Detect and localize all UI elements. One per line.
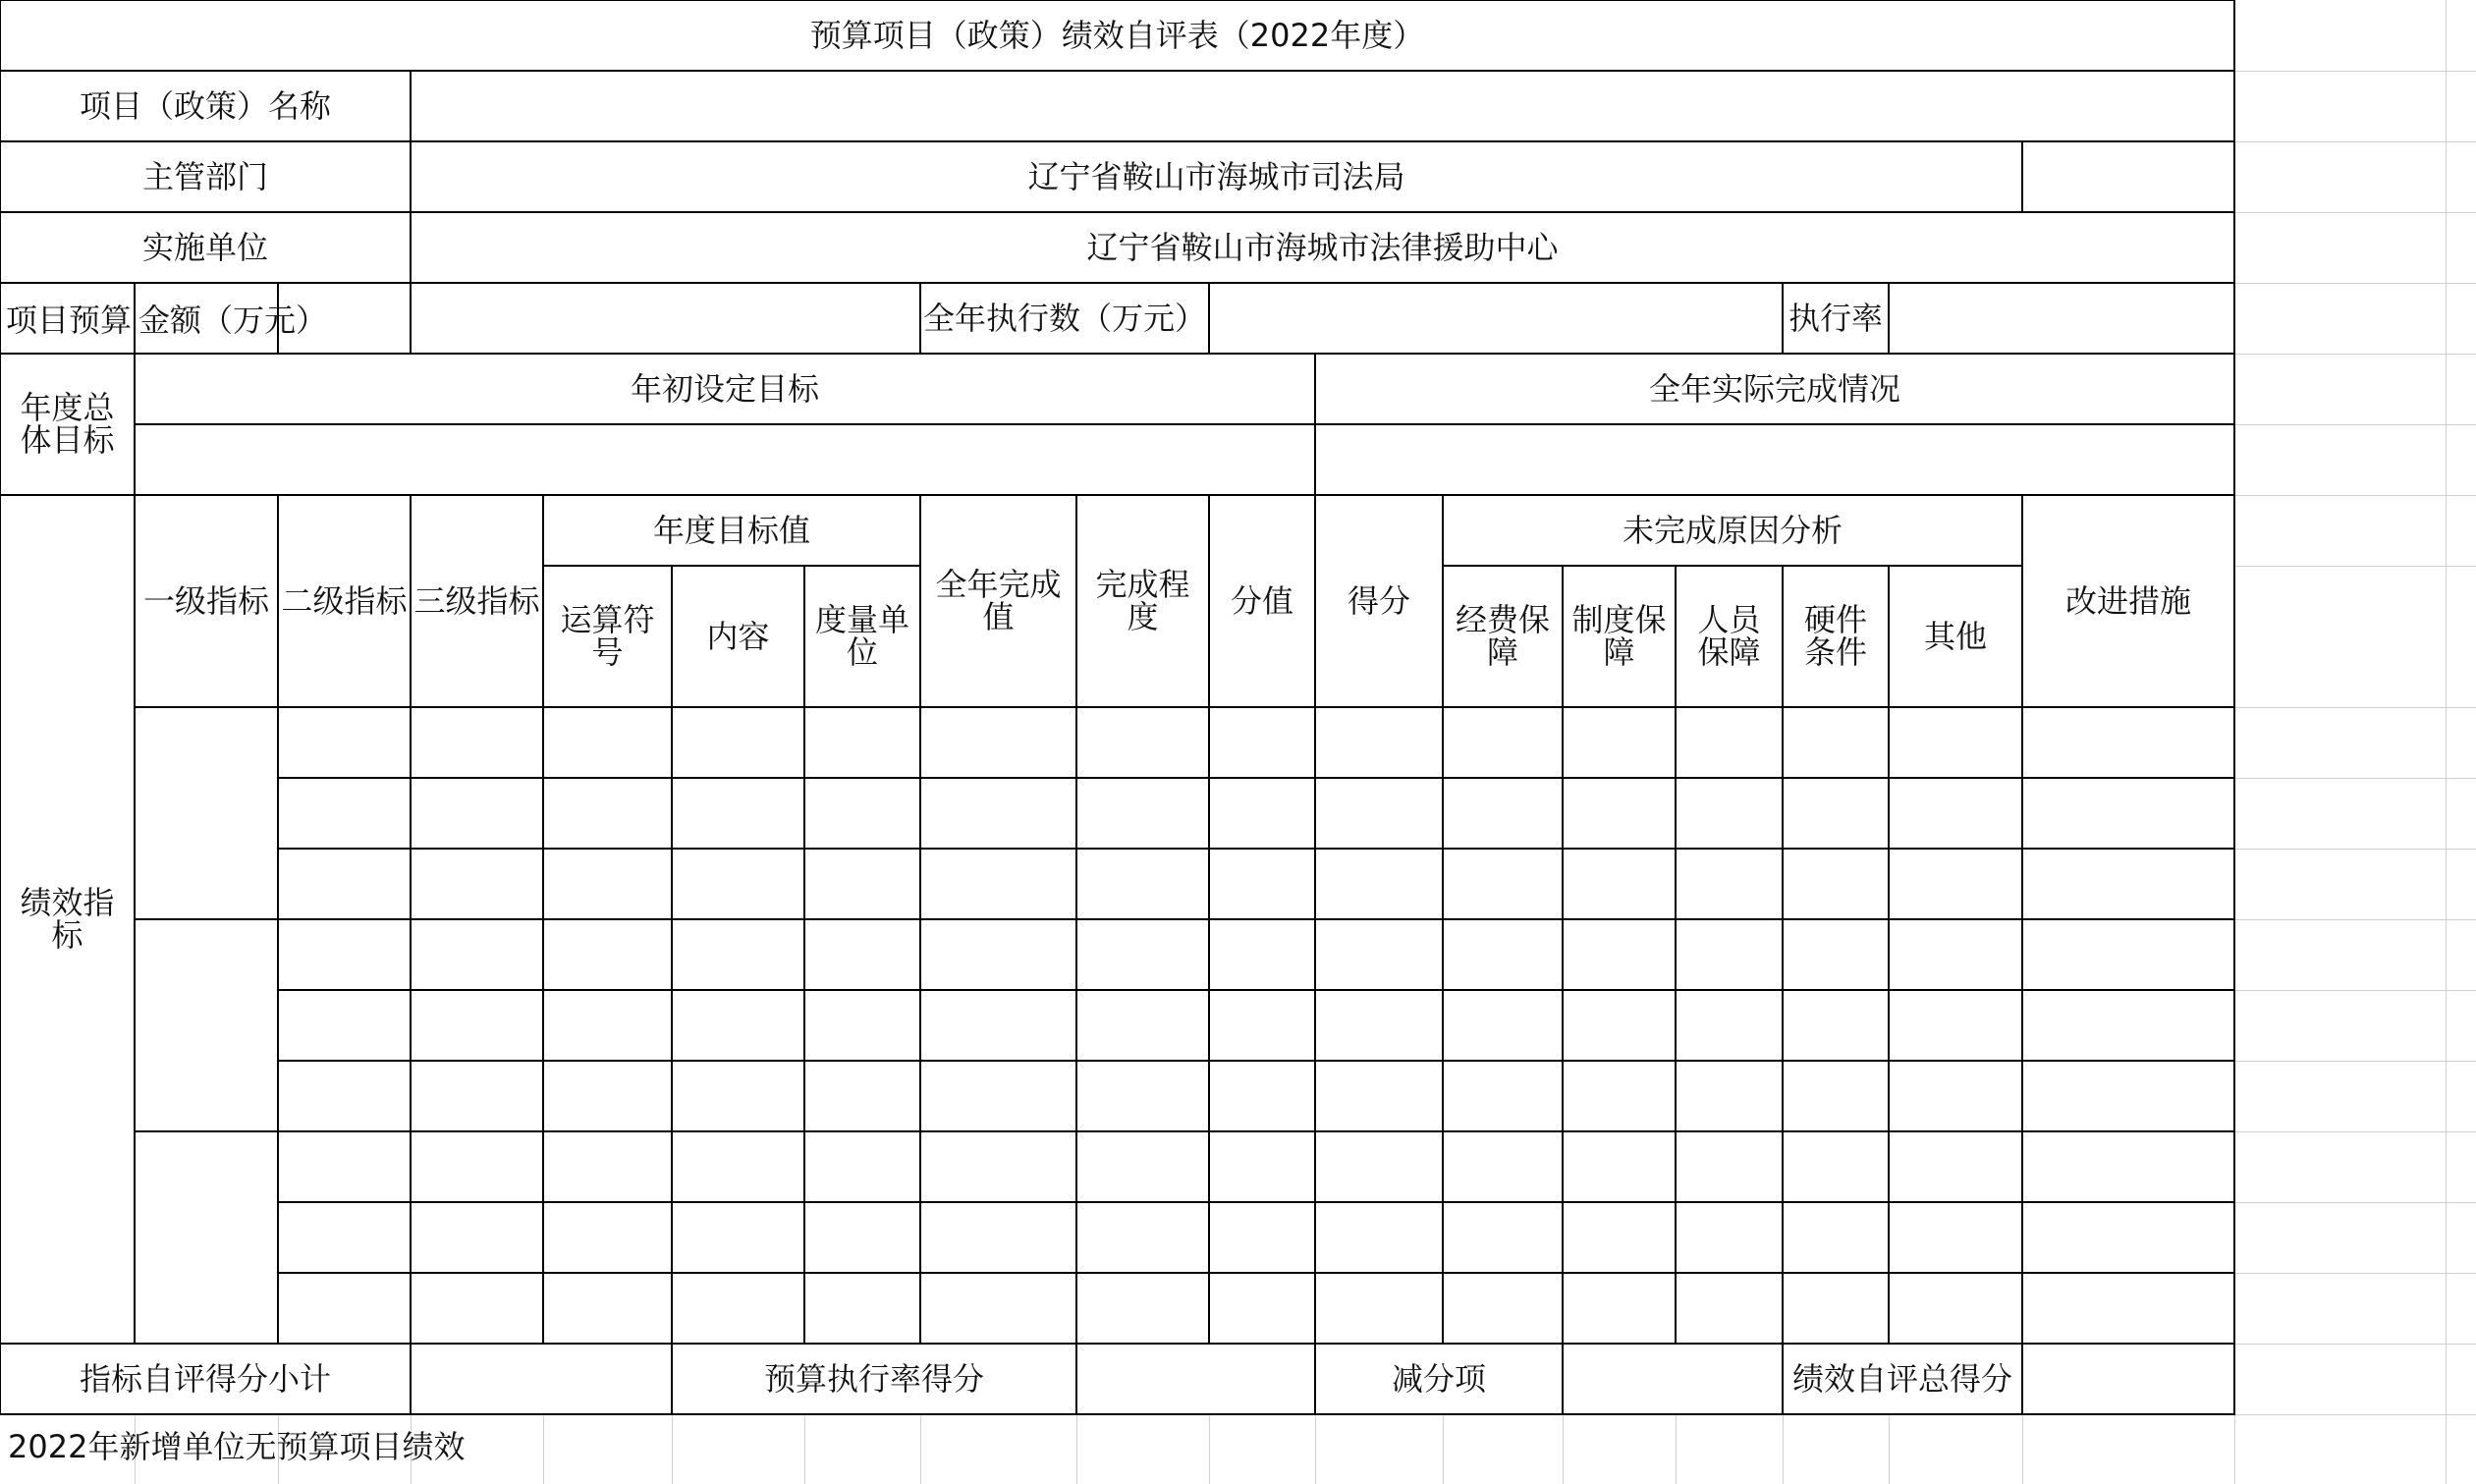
data-cell[interactable] (671, 1201, 805, 1274)
budget-rate-score-label: 预算执行率得分 (671, 1343, 1077, 1415)
data-cell[interactable] (671, 1060, 805, 1132)
data-cell[interactable] (1888, 1201, 2023, 1274)
data-cell[interactable] (1314, 989, 1444, 1062)
data-cell[interactable] (1442, 706, 1564, 779)
data-cell[interactable] (1562, 1060, 1677, 1132)
data-cell[interactable] (1782, 1201, 1890, 1274)
budget-rate-score-value[interactable] (1075, 1343, 1316, 1415)
budget-executed-value[interactable] (1208, 282, 1784, 355)
col-hardware: 硬件 条件 (1782, 565, 1890, 708)
data-cell[interactable] (542, 1130, 673, 1203)
budget-amount-label-text: 金额（万元） (138, 302, 328, 339)
unit-value[interactable]: 辽宁省鞍山市海城市法律援助中心 (410, 211, 2235, 284)
col-reason-group: 未完成原因分析 (1442, 494, 2023, 567)
data-cell[interactable] (1562, 1201, 1677, 1274)
data-cell[interactable] (1442, 989, 1564, 1062)
data-cell[interactable] (919, 1130, 1077, 1203)
data-cell[interactable] (277, 1272, 412, 1345)
data-cell[interactable] (1208, 989, 1316, 1062)
data-cell[interactable] (277, 1060, 412, 1132)
data-cell[interactable] (2021, 1272, 2235, 1345)
data-cell[interactable] (1314, 1060, 1444, 1132)
data-cell[interactable] (1314, 706, 1444, 779)
data-cell[interactable] (671, 777, 805, 850)
col-level3: 三级指标 (410, 494, 544, 708)
indicators-label: 绩效指 标 (0, 494, 136, 1345)
data-cell[interactable] (1314, 918, 1444, 991)
budget-rate-label: 执行率 (1782, 282, 1890, 355)
data-cell[interactable] (1675, 1130, 1784, 1203)
data-cell[interactable] (1314, 777, 1444, 850)
data-cell[interactable] (1208, 1272, 1316, 1345)
data-cell[interactable] (803, 1060, 921, 1132)
data-cell[interactable] (1314, 1272, 1444, 1345)
col-target-group: 年度目标值 (542, 494, 921, 567)
project-name-value[interactable] (410, 70, 2235, 142)
data-cell[interactable] (1888, 1130, 2023, 1203)
data-cell[interactable] (919, 777, 1077, 850)
data-cell[interactable] (671, 1272, 805, 1345)
data-cell[interactable] (1675, 1272, 1784, 1345)
data-cell[interactable] (1208, 1060, 1316, 1132)
data-cell[interactable] (1782, 777, 1890, 850)
budget-executed-label: 全年执行数（万元） (919, 282, 1210, 355)
project-name-label: 项目（政策）名称 (0, 70, 412, 142)
total-value[interactable] (2021, 1343, 2235, 1415)
budget-amount-value[interactable] (410, 282, 921, 355)
data-cell[interactable] (1314, 1201, 1444, 1274)
data-cell[interactable] (277, 706, 412, 779)
subtotal-label: 指标自评得分小计 (0, 1343, 412, 1415)
data-cell[interactable] (919, 1201, 1077, 1274)
sheet-title: 预算项目（政策）绩效自评表（2022年度） (0, 0, 2235, 72)
data-cell[interactable] (1562, 777, 1677, 850)
col-operator: 运算符 号 (542, 565, 673, 708)
department-extra[interactable] (2021, 140, 2235, 213)
data-cell[interactable] (2021, 1201, 2235, 1274)
data-cell[interactable] (1075, 989, 1210, 1062)
col-funding: 经费保 障 (1442, 565, 1564, 708)
data-cell[interactable] (1675, 918, 1784, 991)
data-cell[interactable] (2021, 1130, 2235, 1203)
data-cell[interactable] (277, 848, 412, 920)
data-cell[interactable] (1075, 918, 1210, 991)
level1-group-cell[interactable] (134, 918, 279, 1132)
data-cell[interactable] (542, 1272, 673, 1345)
data-cell[interactable] (1675, 1060, 1784, 1132)
data-cell[interactable] (542, 777, 673, 850)
data-cell[interactable] (919, 989, 1077, 1062)
data-cell[interactable] (1562, 918, 1677, 991)
data-cell[interactable] (1442, 1201, 1564, 1274)
data-cell[interactable] (1782, 1130, 1890, 1203)
data-cell[interactable] (410, 989, 544, 1062)
col-level2: 二级指标 (277, 494, 412, 708)
data-cell[interactable] (919, 918, 1077, 991)
data-cell[interactable] (1075, 1060, 1210, 1132)
data-cell[interactable] (1075, 1272, 1210, 1345)
data-cell[interactable] (542, 1201, 673, 1274)
data-cell[interactable] (671, 706, 805, 779)
department-value[interactable]: 辽宁省鞍山市海城市司法局 (410, 140, 2023, 213)
data-cell[interactable] (803, 1130, 921, 1203)
data-cell[interactable] (542, 918, 673, 991)
data-cell[interactable] (1562, 1130, 1677, 1203)
col-points: 分值 (1208, 494, 1316, 708)
data-cell[interactable] (1075, 848, 1210, 920)
data-cell[interactable] (542, 706, 673, 779)
data-cell[interactable] (803, 989, 921, 1062)
data-cell[interactable] (671, 918, 805, 991)
budget-label-text: 项目预算 (6, 302, 133, 339)
annual-goal-initial-label: 年初设定目标 (134, 353, 1316, 425)
budget-rate-value[interactable] (1888, 282, 2235, 355)
data-cell[interactable] (2021, 848, 2235, 920)
data-cell[interactable] (671, 989, 805, 1062)
col-annual-value: 全年完成 值 (919, 494, 1077, 708)
col-degree: 完成程 度 (1075, 494, 1210, 708)
data-cell[interactable] (919, 1272, 1077, 1345)
data-cell[interactable] (919, 1060, 1077, 1132)
data-cell[interactable] (2021, 777, 2235, 850)
data-cell[interactable] (542, 848, 673, 920)
data-cell[interactable] (919, 706, 1077, 779)
data-cell[interactable] (1675, 777, 1784, 850)
annual-goal-actual-value[interactable] (1314, 423, 2235, 496)
col-score: 得分 (1314, 494, 1444, 708)
data-cell[interactable] (1675, 989, 1784, 1062)
data-cell[interactable] (1782, 848, 1890, 920)
data-cell[interactable] (1208, 1201, 1316, 1274)
data-cell[interactable] (1208, 848, 1316, 920)
data-cell[interactable] (277, 777, 412, 850)
data-cell[interactable] (1562, 706, 1677, 779)
data-cell[interactable] (803, 848, 921, 920)
level1-group-cell[interactable] (134, 706, 279, 920)
data-cell[interactable] (277, 918, 412, 991)
data-cell[interactable] (410, 1130, 544, 1203)
data-cell[interactable] (803, 1201, 921, 1274)
data-cell[interactable] (1888, 777, 2023, 850)
data-cell[interactable] (1782, 1060, 1890, 1132)
data-cell[interactable] (2021, 918, 2235, 991)
level1-group-cell[interactable] (134, 1130, 279, 1345)
data-cell[interactable] (2021, 989, 2235, 1062)
deduction-label: 减分项 (1314, 1343, 1564, 1415)
data-cell[interactable] (803, 1272, 921, 1345)
data-cell[interactable] (1208, 706, 1316, 779)
data-cell[interactable] (1888, 918, 2023, 991)
data-cell[interactable] (410, 1201, 544, 1274)
col-personnel: 人员 保障 (1675, 565, 1784, 708)
data-cell[interactable] (1888, 706, 2023, 779)
data-cell[interactable] (1888, 1060, 2023, 1132)
data-cell[interactable] (1314, 1130, 1444, 1203)
data-cell[interactable] (1888, 1272, 2023, 1345)
annual-goal-actual-label: 全年实际完成情况 (1314, 353, 2235, 425)
data-cell[interactable] (1562, 1272, 1677, 1345)
col-level1: 一级指标 (134, 494, 279, 708)
data-cell[interactable] (1782, 918, 1890, 991)
data-cell[interactable] (1314, 848, 1444, 920)
col-system: 制度保 障 (1562, 565, 1677, 708)
data-cell[interactable] (1442, 848, 1564, 920)
data-cell[interactable] (1075, 706, 1210, 779)
data-cell[interactable] (410, 1060, 544, 1132)
gridline-vertical (2446, 0, 2447, 1484)
data-cell[interactable] (1888, 848, 2023, 920)
data-cell[interactable] (1442, 777, 1564, 850)
data-cell[interactable] (2021, 1060, 2235, 1132)
data-cell[interactable] (410, 918, 544, 991)
data-cell[interactable] (803, 918, 921, 991)
col-content: 内容 (671, 565, 805, 708)
data-cell[interactable] (1442, 1272, 1564, 1345)
data-cell[interactable] (1075, 1201, 1210, 1274)
data-cell[interactable] (671, 848, 805, 920)
data-cell[interactable] (1208, 1130, 1316, 1203)
data-cell[interactable] (410, 848, 544, 920)
data-cell[interactable] (2021, 706, 2235, 779)
data-cell[interactable] (1562, 848, 1677, 920)
data-cell[interactable] (542, 989, 673, 1062)
unit-label: 实施单位 (0, 211, 412, 284)
data-cell[interactable] (1208, 777, 1316, 850)
data-cell[interactable] (1442, 918, 1564, 991)
annual-goal-label: 年度总 体目标 (0, 353, 136, 496)
data-cell[interactable] (1782, 706, 1890, 779)
data-cell[interactable] (1442, 1060, 1564, 1132)
data-cell[interactable] (1888, 989, 2023, 1062)
deduction-value[interactable] (1562, 1343, 1784, 1415)
data-cell[interactable] (1782, 989, 1890, 1062)
data-cell[interactable] (1562, 989, 1677, 1062)
total-label: 绩效自评总得分 (1782, 1343, 2023, 1415)
data-cell[interactable] (542, 1060, 673, 1132)
department-label: 主管部门 (0, 140, 412, 213)
data-cell[interactable] (1208, 918, 1316, 991)
data-cell[interactable] (1075, 777, 1210, 850)
data-cell[interactable] (803, 777, 921, 850)
data-cell[interactable] (1675, 848, 1784, 920)
col-unit: 度量单 位 (803, 565, 921, 708)
data-cell[interactable] (277, 1201, 412, 1274)
data-cell[interactable] (277, 989, 412, 1062)
col-measures: 改进措施 (2021, 494, 2235, 708)
data-cell[interactable] (1442, 1130, 1564, 1203)
annual-goal-initial-value[interactable] (134, 423, 1316, 496)
col-other: 其他 (1888, 565, 2023, 708)
data-cell[interactable] (1675, 1201, 1784, 1274)
data-cell[interactable] (803, 706, 921, 779)
data-cell[interactable] (410, 777, 544, 850)
data-cell[interactable] (1782, 1272, 1890, 1345)
data-cell[interactable] (671, 1130, 805, 1203)
data-cell[interactable] (410, 1272, 544, 1345)
data-cell[interactable] (1675, 706, 1784, 779)
data-cell[interactable] (1075, 1130, 1210, 1203)
subtotal-value[interactable] (410, 1343, 673, 1415)
data-cell[interactable] (919, 848, 1077, 920)
footnote: 2022年新增单位无预算项目绩效 (8, 1428, 466, 1465)
data-cell[interactable] (410, 706, 544, 779)
data-cell[interactable] (277, 1130, 412, 1203)
